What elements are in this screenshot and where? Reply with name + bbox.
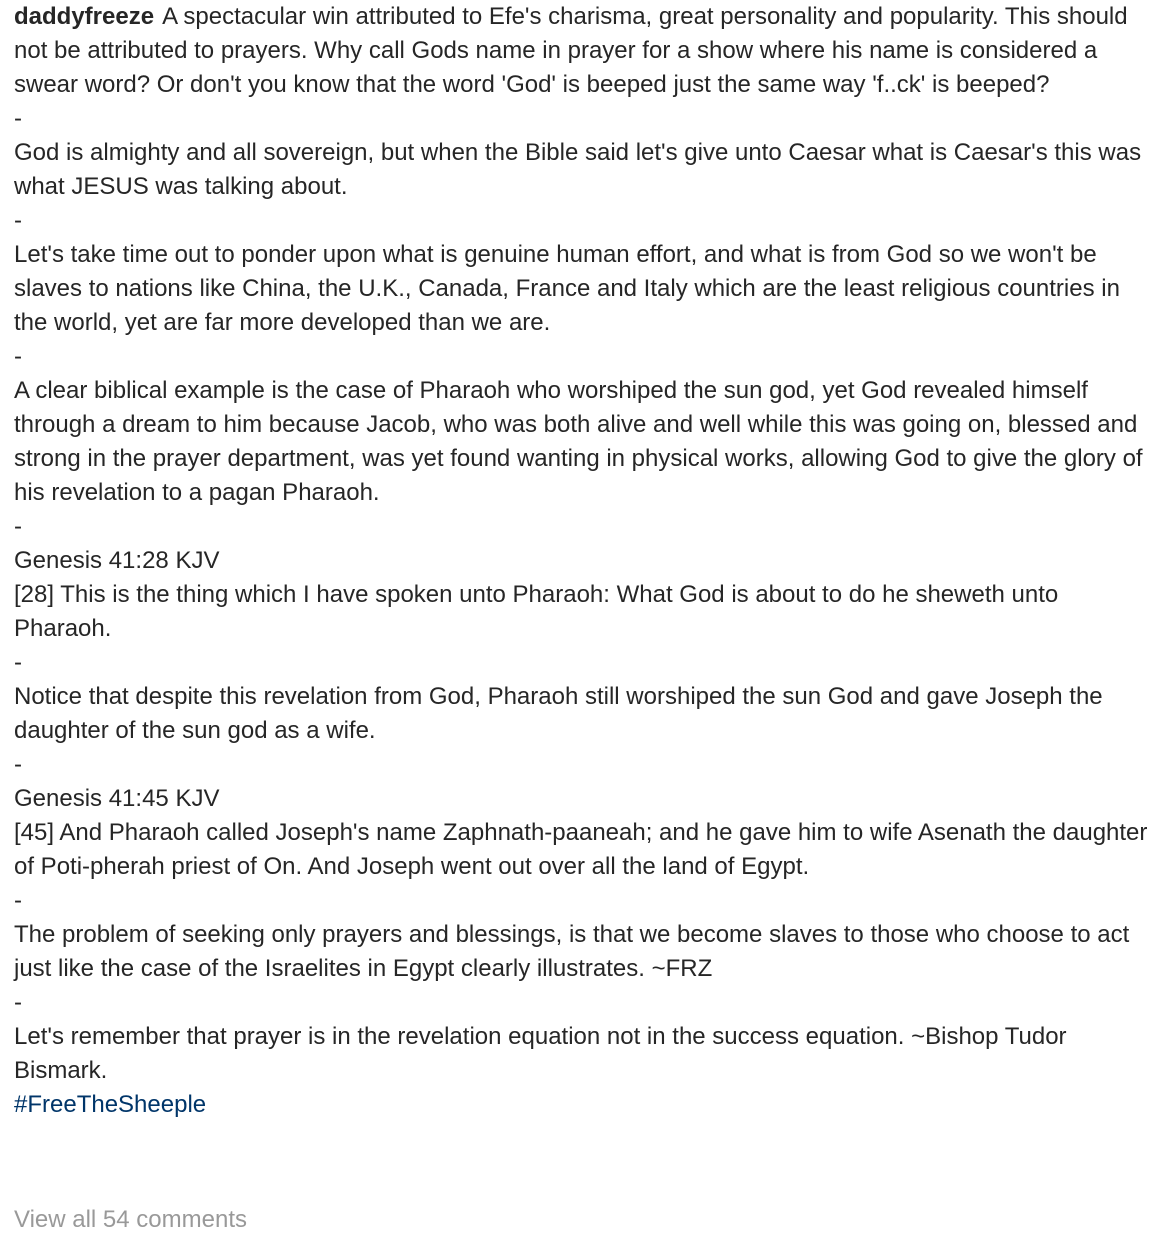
scripture-quote: [45] And Pharaoh called Joseph's name Zaphnath-paaneah; and he gave him to wife Asenath the daughter of Poti-pherah priest of On. And Joseph went out over all the land of Egypt. <box>14 819 1155 880</box>
caption-separator: - <box>14 751 22 778</box>
caption-separator: - <box>14 343 22 370</box>
caption-paragraph: The problem of seeking only prayers and blessings, is that we become slaves to those who choose to act just like the case of the Israelites in Egypt clearly illustrates. ~FRZ <box>14 921 1136 982</box>
caption-paragraph: A clear biblical example is the case of Pharaoh who worshiped the sun god, yet God revealed himself through a dream to him because Jacob, who was both alive and well while this was going on, blessed and strong in the prayer department, was yet found wanting in physical works, allowing God to give the glory of his revelation to a pagan Pharaoh. <box>14 377 1150 506</box>
post-caption <box>14 0 1155 1122</box>
view-all-comments-link[interactable]: View all 54 comments <box>14 1206 247 1233</box>
caption-separator: - <box>14 649 22 676</box>
caption-separator: - <box>14 105 22 132</box>
caption-separator: - <box>14 887 22 914</box>
scripture-reference: Genesis 41:45 KJV <box>14 785 220 812</box>
scripture-reference: Genesis 41:28 KJV <box>14 547 220 574</box>
caption-separator: - <box>14 989 22 1016</box>
caption-separator: - <box>14 513 22 540</box>
caption-text: A spectacular win attributed to Efe's charisma, great personality and popularity. This should not be attributed to prayers. Why call Gods name in prayer for a show where his name is considered a swear word? Or don't you know that the word 'God' is beeped just the same way 'f..ck' is beeped? <box>14 3 1135 98</box>
hashtag-link[interactable]: #FreeTheSheeple <box>14 1091 207 1118</box>
username-link[interactable]: daddyfreeze <box>14 3 155 30</box>
caption-separator: - <box>14 207 22 234</box>
caption-paragraph: Let's take time out to ponder upon what is genuine human effort, and what is from God so we won't be slaves to nations like China, the U.K., Canada, France and Italy which are the least religious countries in the world, yet are far more developed than we are. <box>14 241 1127 336</box>
caption-paragraph: Notice that despite this revelation from God, Pharaoh still worshiped the sun God and gave Joseph the daughter of the sun god as a wife. <box>14 683 1110 744</box>
scripture-quote: [28] This is the thing which I have spoken unto Pharaoh: What God is about to do he sheweth unto Pharaoh. <box>14 581 1065 642</box>
caption-paragraph: Let's remember that prayer is in the revelation equation not in the success equation. ~Bishop Tudor Bismark. <box>14 1023 1074 1084</box>
caption-paragraph: God is almighty and all sovereign, but when the Bible said let's give unto Caesar what is Caesar's this was what JESUS was talking about. <box>14 139 1148 200</box>
